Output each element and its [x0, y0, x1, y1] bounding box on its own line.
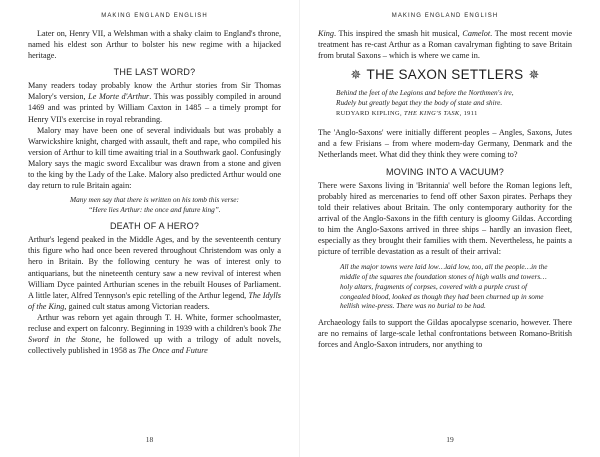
section-heading-last-word: THE LAST WORD? [113, 67, 196, 78]
chapter-heading: ✵ THE SAXON SETTLERS ✵ [350, 67, 540, 83]
book-title: The Sword in the Stone [28, 323, 281, 345]
star-ornament-icon: ✵ [350, 67, 362, 83]
epigraph-attribution: RUDYARD KIPLING, THE KING'S TASK, 1911 [336, 110, 478, 118]
running-head: MAKING ENGLAND ENGLISH [391, 13, 499, 19]
star-ornament-icon: ✵ [528, 67, 540, 83]
section-heading-death-of-hero: DEATH OF A HERO? [109, 221, 200, 232]
paragraph: Archaeology fails to support the Gildas apocalypse scenario, however. There are no remains of large-scale lethal confrontations between Romano-British forces and Anglo-Saxon intruders, nor anything to [318, 318, 572, 350]
paragraph: King. This inspired the smash hit musical, Camelot. The most recent movie treatment has re-cast Arthur as a Roman cavalryman fighting to save Britain from brutal Saxons – which is where we came in. [318, 29, 573, 61]
tomb-quote: Many men say that there is written on his tomb this verse: “Here lies Arthur: the once and future king”. [70, 195, 239, 215]
paragraph: Many readers today probably know the Arthur stories from Sir Thomas Malory's version, Le Morte d'Arthur. This was possibly compiled in around 1469 and was printed by William Caxton in 1485 – a timely prompt for Henry VII's exercise in royal rebranding. [28, 81, 281, 124]
paragraph: Arthur's legend peaked in the Middle Ages, and by the seventeenth century this figure who had once been revered throughout Christendom was only a hero in Britain. By the following century he was of interest only to antiquarians, but the nineteenth century saw a new revival of interest when William Dyce painted Arthurian scenes in the rebuilt Houses of Parliament. A little later, Alfred Tennyson's epic retelling of the Arthur legend, The Idylls of the King, gained cult status among Victorian readers. [28, 235, 281, 311]
epigraph: Behind the feet of the Legions and before the Northmen's ire, Rudely but greatly begat they the body of state and shire. RUDYARD KIPLING, THE KING'S TASK, 1911 [336, 88, 558, 119]
gildas-quote: All the major towns were laid low…laid low, too, all the people…in the middle of the squares the foundation stones of high walls and towers…holy altars, fragments of corpses, covered with a purple crust of congealed blood, looked as though they had been churned up in some hellish wine-press. There was no burial to be had. [340, 262, 548, 311]
right-page [300, 0, 600, 457]
paragraph: The 'Anglo-Saxons' were initially different peoples – Angles, Saxons, Jutes and a few Frisians – from where modern-day Germany, Denmark and the Netherlands meet. What did they think they were coming to? [318, 128, 572, 160]
running-head: MAKING ENGLAND ENGLISH [101, 13, 208, 19]
page-number: 18 [145, 435, 154, 444]
paragraph: Arthur was reborn yet again through T. H. White, former schoolmaster, recluse and expert on falconry. Beginning in 1939 with a children's book The Sword in the Stone, he followed up with a trilogy of adult novels, collectively published in 1958 as The Once and Future [28, 312, 282, 356]
paragraph: Later on, Henry VII, a Welshman with a shaky claim to England's throne, named his eldest son Arthur to bolster his new regime with a hijacked heritage. [28, 29, 281, 61]
book-title: King [318, 29, 334, 38]
paragraph: There were Saxons living in 'Britannia' well before the Roman legions left, probably hired as mercenaries to fend off other Saxon pirates. Perhaps they told their relatives about Britain. The only contemporary authority for the arrival of the Anglo-Saxons in the fifth century is gloomy Gildas. According to him the Anglo-Saxons arrived in three ships – hardly an invasion fleet, especially as they brought their families with them. Nevertheless, he paints a picture of terrible devastation as a result of their arrival: [318, 180, 572, 257]
book-title: The Once and Future [137, 346, 208, 356]
paragraph: Malory may have been one of several individuals but was probably a Warwickshire knight, charged with assault, theft and rape, who compiled his version of Arthur to kill time awaiting trial in a Southwark gaol. Confusingly Malory says the magic sword Excalibur was drawn from a stone and given to the king by the Lady of the Lake. Malory also predicted Arthur would one day return to rule Britain again: [28, 125, 281, 191]
book-title: Camelot [462, 29, 491, 38]
section-heading-moving-into-vacuum: MOVING INTO A VACUUM? [386, 166, 504, 177]
book-title: Le Morte d'Arthur [88, 92, 150, 102]
page-number: 19 [446, 435, 454, 444]
book-title: The Idylls of the King [28, 290, 281, 311]
